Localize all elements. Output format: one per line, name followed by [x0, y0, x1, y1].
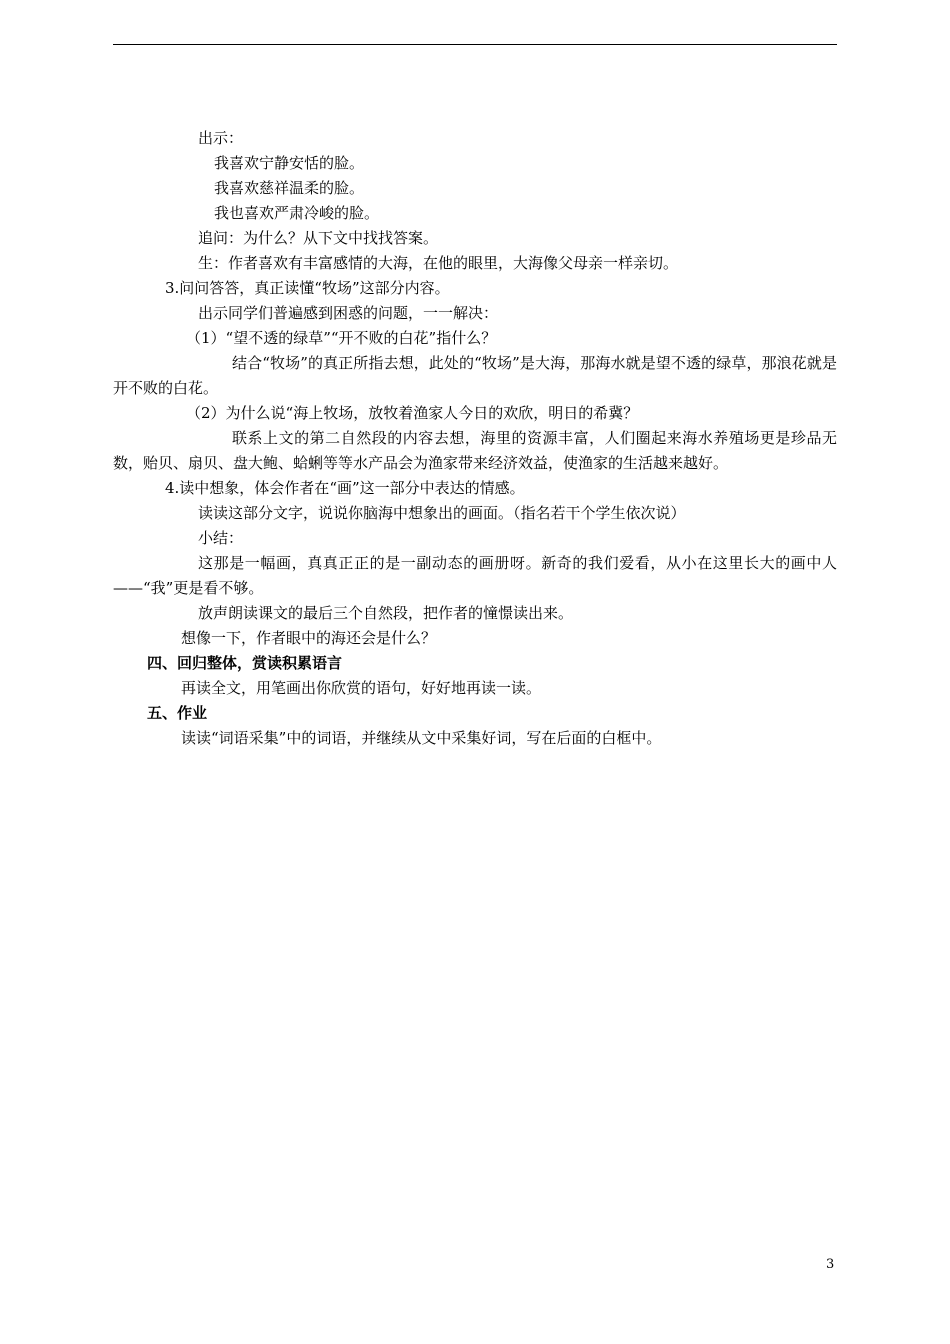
text-line-read-part: 读读这部分文字，说说你脑海中想象出的画面。（指名若干个学生依次说） [198, 504, 686, 522]
paragraph-summary: 这那是一幅画，真真正正的是一副动态的画册呀。新奇的我们爱看，从小在这里长大的画中人——“我”更是看不够。 [113, 554, 837, 597]
text-line-show-questions: 出示同学们普遍感到困惑的问题，一一解决： [198, 304, 499, 322]
page-number: 3 [826, 1257, 835, 1272]
text-line-reread: 再读全文，用笔画出你欣赏的语句，好好地再读一读。 [181, 679, 542, 697]
text-line-student-answer: 生：作者喜欢有丰富感情的大海，在他的眼里，大海像父母亲一样亲切。 [198, 254, 679, 272]
paragraph-answer-1: 结合“牧场”的真正所指去想，此处的“牧场”是大海，那海水就是望不透的绿草，那浪花就是开不败的白花。 [113, 354, 837, 397]
text-line-face-2: 我喜欢慈祥温柔的脸。 [214, 179, 365, 197]
text-line-homework: 读读“词语采集”中的词语，并继续从文中采集好词，写在后面的白框中。 [181, 729, 662, 747]
text-line-step-3: 3.问问答答，真正读懂“牧场”这部分内容。 [165, 279, 450, 297]
text-line-imagine: 想像一下，作者眼中的海还会是什么？ [181, 629, 437, 647]
text-line-face-1: 我喜欢宁静安恬的脸。 [214, 154, 365, 172]
section-heading-4: 四、回归整体，赏读积累语言 [147, 654, 343, 672]
text-line-read-aloud: 放声朗读课文的最后三个自然段，把作者的憧憬读出来。 [198, 604, 574, 622]
text-line-summary-label: 小结： [198, 529, 244, 547]
text-line-step-4: 4.读中想象，体会作者在“画”这一部分中表达的情感。 [165, 479, 525, 497]
paragraph-answer-2: 联系上文的第二自然段的内容去想，海里的资源丰富，人们圈起来海水养殖场更是珍品无数，贻贝、扇贝、盘大鲍、蛤蜊等等水产品会为渔家带来经济效益，使渔家的生活越来越好。 [113, 429, 837, 472]
text-line-face-3: 我也喜欢严肃冷峻的脸。 [214, 204, 380, 222]
header-rule [113, 44, 837, 45]
text-line-question-2: （2）为什么说“海上牧场，放牧着渔家人今日的欢欣，明日的希冀？ [186, 404, 639, 422]
document-body [113, 126, 837, 751]
text-line-follow-up: 追问：为什么？从下文中找找答案。 [198, 229, 439, 247]
text-line-question-1: （1）“望不透的绿草”“开不败的白花”指什么？ [186, 329, 497, 347]
text-line-show: 出示： [198, 129, 244, 147]
section-heading-5: 五、作业 [147, 704, 208, 722]
